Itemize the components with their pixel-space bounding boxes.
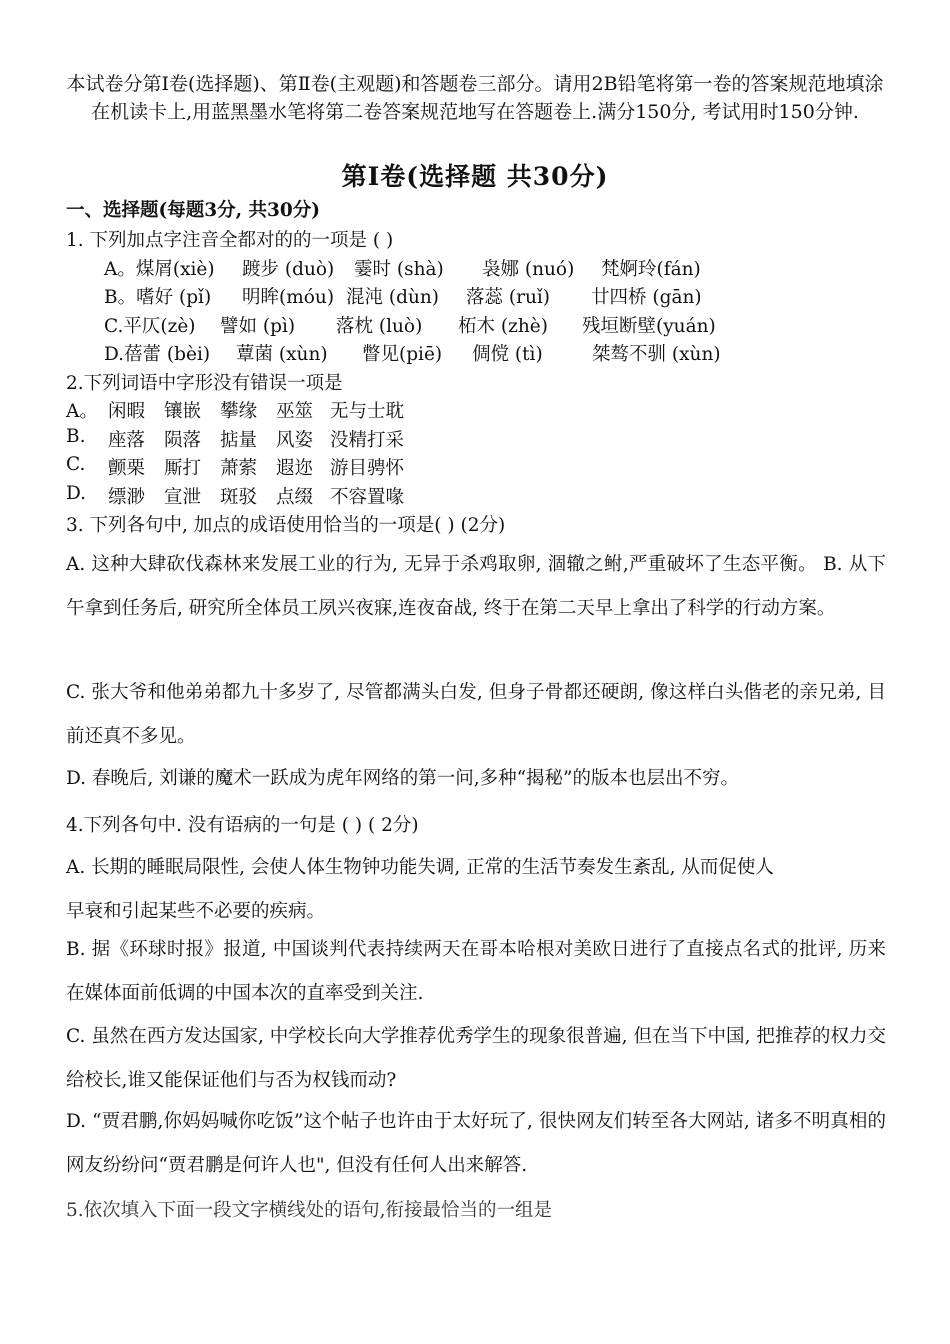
q3-option-c: C. 张大爷和他弟弟都九十多岁了, 尽管都满头白发, 但身子骨都还硬朗, 像这样白头偕老的亲兄弟, 目前还真不多见。 — [66, 682, 886, 747]
q2-c-2: 厮打 — [164, 458, 202, 479]
exam-instructions: 本试卷分第Ⅰ卷(选择题)、第Ⅱ卷(主观题)和答题卷三部分。请用2B铅笔将第一卷的答案规范地填涂在机读卡上,用蓝黑墨水笔将第二卷答案规范地写在答题卷上.满分150分, 考试用时150分钟. — [66, 73, 884, 123]
q2-a-1: 闲暇 — [108, 401, 146, 422]
q4-option-d: D. “贾君鹏,你妈妈喊你吃饭”这个帖子也许由于太好玩了, 很快网友们转至各大网站, 诸多不明真相的网友纷纷问“贾君鹏是何许人也", 但没有任何人出来解答. — [66, 1111, 886, 1176]
q1-c-2: 譬如 (pì) — [220, 316, 296, 337]
q1-c-4: 柘木 (zhè) — [458, 316, 548, 337]
section-title: 第Ⅰ卷(选择题 共30分) — [341, 162, 609, 191]
q1-d-5: 桀骜不驯 (xùn) — [592, 344, 721, 365]
q2-stem: 2.下列词语中字形没有错误一项是 — [66, 373, 343, 394]
q1-a-4: 袅娜 (nuó) — [482, 259, 575, 280]
q1-d-1: D.蓓蕾 (bèi) — [104, 344, 211, 365]
q2-a-5: 无与士耽 — [330, 401, 405, 422]
q2-c-label: C. — [66, 454, 86, 475]
q4-stem: 4.下列各句中. 没有语病的一句是 ( ) ( 2分) — [66, 815, 419, 836]
q2-b-5: 没精打采 — [330, 430, 405, 451]
q1-b-1: B。嗜好 (pǐ) — [104, 287, 212, 308]
q2-a-2: 镶嵌 — [164, 401, 202, 422]
q1-c-3: 落枕 (luò) — [336, 316, 423, 337]
q1-d-3: 瞥见(piē) — [362, 344, 443, 365]
q2-c-5: 游目骋怀 — [330, 458, 405, 479]
q2-d-1: 缥渺 — [108, 487, 146, 508]
q1-d-2: 蕈菌 (xùn) — [236, 344, 328, 365]
q2-c-1: 颤栗 — [108, 458, 146, 479]
q2-a-label: A。 — [66, 401, 98, 422]
q4-option-b: B. 据《环球时报》报道, 中国谈判代表持续两天在哥本哈根对美欧日进行了直接点名式的批评, 历来在媒体面前低调的中国本次的直率受到关注. — [66, 939, 886, 1004]
q4-option-a-line1: A. 长期的睡眠局限性, 会使人体生物钟功能失调, 正常的生活节奏发生紊乱, 从而促使人 — [66, 857, 774, 878]
q1-a-2: 踱步 (duò) — [242, 259, 335, 280]
q1-b-5: 廿四桥 (gān) — [591, 287, 702, 308]
part-heading: 一、选择题(每题3分, 共30分) — [66, 200, 321, 221]
q2-b-4: 风姿 — [276, 430, 314, 451]
q3-option-d: D. 春晚后, 刘谦的魔术一跃成为虎年网络的第一问,多种“揭秘”的版本也层出不穷。 — [66, 768, 739, 789]
q2-d-5: 不容置喙 — [330, 487, 405, 508]
q4-option-a-line2: 早衰和引起某些不必要的疾病。 — [66, 901, 326, 922]
q2-d-4: 点缀 — [276, 487, 314, 508]
q2-b-1: 座落 — [108, 430, 146, 451]
q1-b-3: 混沌 (dùn) — [346, 287, 439, 308]
q2-d-2: 宣泄 — [164, 487, 202, 508]
q1-a-3: 霎时 (shà) — [354, 259, 444, 280]
q1-a-5: 梵婀玲(fán) — [601, 259, 701, 280]
q2-b-2: 陨落 — [164, 430, 202, 451]
q4-option-c: C. 虽然在西方发达国家, 中学校长向大学推荐优秀学生的现象很普遍, 但在当下中国, 把推荐的权力交给校长,谁又能保证他们与否为权钱而动? — [66, 1026, 886, 1091]
q5-stem: 5.依次填入下面一段文字横线处的语句,衔接最恰当的一组是 — [66, 1200, 553, 1221]
q2-b-label: B. — [66, 426, 86, 447]
q1-stem: 1. 下列加点字注音全都对的的一项是 ( ) — [66, 230, 394, 251]
q1-c-1: C.平仄(zè) — [104, 316, 196, 337]
q1-a-1: A。煤屑(xiè) — [104, 259, 215, 280]
q2-a-3: 攀缘 — [220, 401, 258, 422]
q1-d-4: 倜傥 (tì) — [472, 344, 543, 365]
q1-b-4: 落蕊 (ruǐ) — [466, 287, 550, 308]
q2-b-3: 掂量 — [220, 430, 258, 451]
q1-b-2: 明眸(móu) — [242, 287, 335, 308]
q1-c-5: 残垣断壁(yuán) — [582, 316, 716, 337]
q2-c-4: 遐迩 — [276, 458, 314, 479]
q3-option-a-b: A. 这种大肆砍伐森林来发展工业的行为, 无异于杀鸡取卵, 涸辙之鲋,严重破坏了生态平衡。 B. 从下午拿到任务后, 研究所全体员工夙兴夜寐,连夜奋战, 终于在第二天早上拿出了科学的行动方案。 — [66, 554, 886, 619]
q2-d-label: D. — [66, 483, 87, 504]
q2-c-3: 萧萦 — [220, 458, 258, 479]
q2-a-4: 巫筮 — [276, 401, 314, 422]
q3-stem: 3. 下列各句中, 加点的成语使用恰当的一项是( ) (2分) — [66, 515, 506, 536]
q2-d-3: 斑驳 — [220, 487, 258, 508]
